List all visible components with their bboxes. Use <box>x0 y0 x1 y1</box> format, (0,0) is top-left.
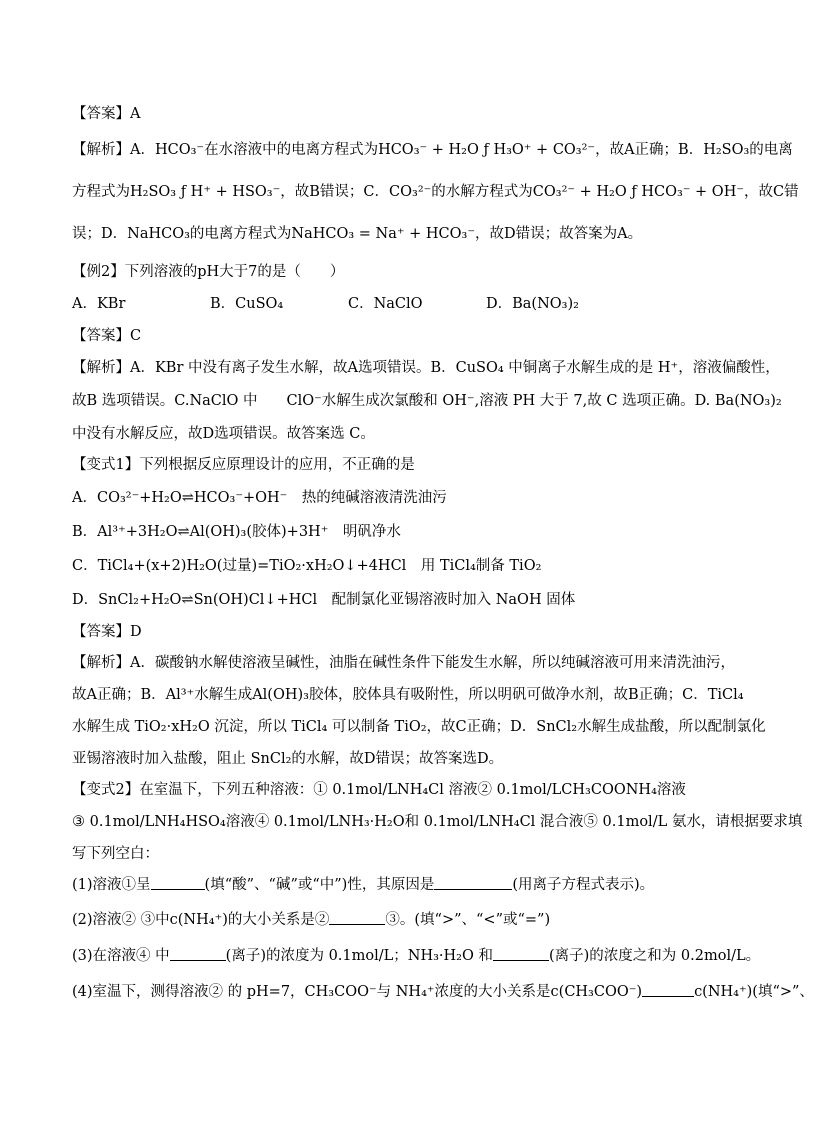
question-3-part-c: (离子)的浓度之和为 0.2mol/L。 <box>548 948 761 964</box>
example-2-option-b: B．CuSO₄ <box>210 296 284 312</box>
answer-3: 【答案】D <box>72 624 142 640</box>
variant-2-line-3: 写下列空白： <box>72 846 159 862</box>
answer-1: 【答案】A <box>72 106 141 122</box>
question-3 <box>72 946 760 966</box>
analysis-3-line-4: 亚锡溶液时加入盐酸，阻止 SnCl₂的水解，故D错误；故答案选D。 <box>72 751 504 767</box>
question-3-part-b: (离子)的浓度为 0.1mol/L；NH₃·H₂O 和 <box>225 948 493 964</box>
analysis-1-line-2: 方程式为H₂SO₃ ƒ H⁺ + HSO₃⁻，故B错误；C．CO₃²⁻的水解方程式为CO₃²⁻ + H₂O ƒ HCO₃⁻ + OH⁻，故C错 <box>72 184 799 200</box>
example-2-option-c: C．NaClO <box>348 296 423 312</box>
question-1 <box>72 875 654 895</box>
variant-1-option-b: B．Al³⁺+3H₂O⇌Al(OH)₃(胶体)+3H⁺ 明矾净水 <box>72 524 401 540</box>
analysis-1-line-1: 【解析】A．HCO₃⁻在水溶液中的电离方程式为HCO₃⁻ + H₂O ƒ H₃O⁺ + CO₃²⁻，故A正确；B．H₂SO₃的电离 <box>72 142 793 158</box>
variant-1-option-d: D．SnCl₂+H₂O⇌Sn(OH)Cl↓+HCl 配制氯化亚锡溶液时加入 NaOH 固体 <box>72 592 576 608</box>
variant-1-option-a: A．CO₃²⁻+H₂O⇌HCO₃⁻+OH⁻ 热的纯碱溶液清洗油污 <box>72 490 447 506</box>
analysis-2-line-2: 故B 选项错误。C.NaClO 中 ClO⁻水解生成次氯酸和 OH⁻,溶液 PH 大于 7,故 C 选项正确。D. Ba(NO₃)₂ <box>72 393 782 409</box>
analysis-2-line-3: 中没有水解反应，故D选项错误。故答案选 C。 <box>72 426 375 442</box>
analysis-3-line-1: 【解析】A．碳酸钠水解使溶液呈碱性，油脂在碱性条件下能发生水解，所以纯碱溶液可用来清洗油污， <box>72 655 735 671</box>
analysis-3-line-2: 故A正确；B．Al³⁺水解生成Al(OH)₃胶体，胶体具有吸附性，所以明矾可做净水剂，故B正确；C．TiCl₄ <box>72 687 744 703</box>
question-4-part-a: (4)室温下，测得溶液② 的 pH=7，CH₃COO⁻与 NH₄⁺浓度的大小关系是c(CH₃COO⁻) <box>72 984 643 1000</box>
answer-blank-2[interactable] <box>434 875 512 890</box>
question-4 <box>72 982 814 1002</box>
question-1-part-b: (填“酸”、“碱”或“中”)性，其原因是 <box>204 877 435 893</box>
analysis-1-line-3: 误；D．NaHCO₃的电离方程式为NaHCO₃ = Na⁺ + HCO₃⁻，故D错误；故答案为A。 <box>72 226 643 242</box>
answer-blank-5[interactable] <box>493 946 549 961</box>
answer-blank-6[interactable] <box>642 982 694 997</box>
answer-blank-4[interactable] <box>170 946 226 961</box>
variant-1-question: 【变式1】下列根据反应原理设计的应用，不正确的是 <box>72 457 415 473</box>
answer-blank-1[interactable] <box>151 875 205 890</box>
question-1-part-c: (用离子方程式表示)。 <box>512 877 655 893</box>
variant-2-line-1: 【变式2】在室温下，下列五种溶液：① 0.1mol/LNH₄Cl 溶液② 0.1mol/LCH₃COONH₄溶液 <box>72 782 686 798</box>
question-2-part-b: ③。(填“>”、“<”或“=”) <box>385 912 551 928</box>
example-2-option-a: A．KBr <box>72 296 126 312</box>
example-2-option-d: D．Ba(NO₃)₂ <box>486 296 579 312</box>
answer-blank-3[interactable] <box>329 910 385 925</box>
variant-2-line-2: ③ 0.1mol/LNH₄HSO₄溶液④ 0.1mol/LNH₃·H₂O和 0.1mol/LNH₄Cl 混合液⑤ 0.1mol/L 氨水，请根据要求填 <box>72 814 803 830</box>
question-4-part-b: c(NH₄⁺)(填“>”、 <box>694 984 814 1000</box>
question-1-part-a: (1)溶液①呈 <box>72 877 151 893</box>
question-2-part-a: (2)溶液② ③中c(NH₄⁺)的大小关系是② <box>72 912 330 928</box>
variant-1-option-c: C．TiCl₄+(x+2)H₂O(过量)=TiO₂·xH₂O↓+4HCl 用 TiCl₄制备 TiO₂ <box>72 558 542 574</box>
analysis-2-line-1: 【解析】A．KBr 中没有离子发生水解，故A选项错误。B．CuSO₄ 中铜离子水解生成的是 H⁺，溶液偏酸性， <box>72 360 780 376</box>
example-2-question: 【例2】下列溶液的pH大于7的是（ ） <box>72 264 345 280</box>
analysis-3-line-3: 水解生成 TiO₂·xH₂O 沉淀，所以 TiCl₄ 可以制备 TiO₂，故C正确；D．SnCl₂水解生成盐酸，所以配制氯化 <box>72 719 766 735</box>
question-3-part-a: (3)在溶液④ 中 <box>72 948 170 964</box>
question-2 <box>72 910 550 930</box>
answer-2: 【答案】C <box>72 328 142 344</box>
